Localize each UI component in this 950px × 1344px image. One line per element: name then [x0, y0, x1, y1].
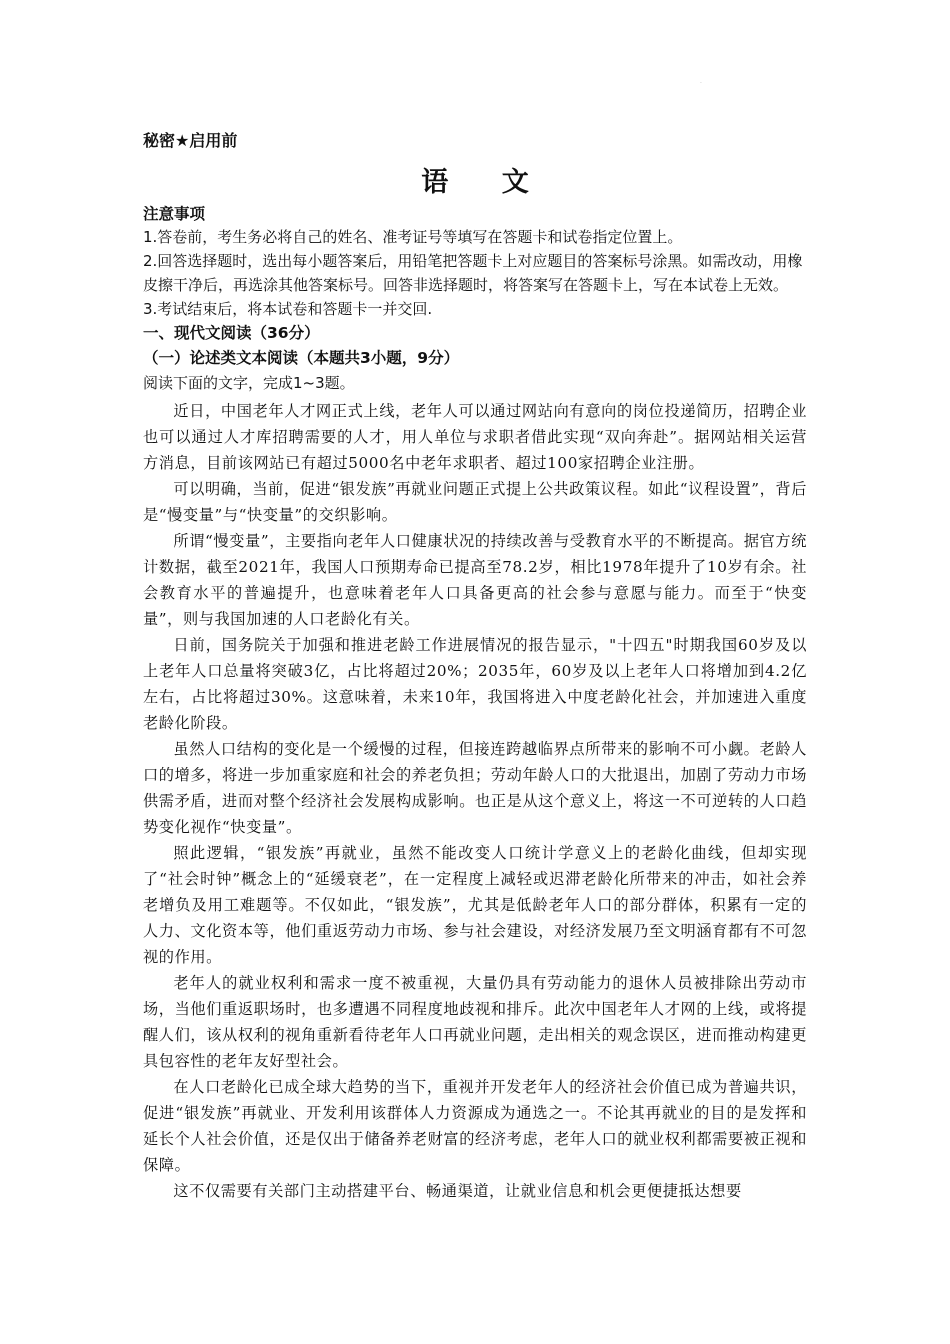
reading-instruction: 阅读下面的文字，完成1~3题。 [143, 374, 355, 392]
exam-content [143, 203, 807, 1204]
passage-paragraph-3: 所谓“慢变量”，主要指向老年人口健康状况的持续改善与受教育水平的不断提高。据官方统计数据，截至2021年，我国人口预期寿命已提高至78.2岁，相比1978年提升了10岁有余。社会教育水平的普遍提升，也意味着老年人口具备更高的社会参与意愿与能力。而至于“快变量”，则与我国加速的人口老龄化有关。 [143, 532, 807, 628]
notice-heading: 注意事项 [143, 205, 206, 223]
passage-paragraph-4: 日前，国务院关于加强和推进老龄工作进展情况的报告显示，"十四五"时期我国60岁及以上老年人口总量将突破3亿，占比将超过20%；2035年，60岁及以上老年人口将增加到4.2亿左右，占比将超过30%。这意味着，未来10年，我国将进入中度老龄化社会，并加速进入重度老龄化阶段。 [143, 636, 807, 732]
passage-paragraph-8: 在人口老龄化已成全球大趋势的当下，重视并开发老年人的经济社会价值已成为普遍共识，促进“银发族”再就业、开发利用该群体人力资源成为通选之一。不论其再就业的目的是发挥和延长个人社会价值，还是仅出于储备养老财富的经济考虑，老年人口的就业权利都需要被正视和保障。 [143, 1078, 807, 1174]
notice-item-1: 1.答卷前，考生务必将自己的姓名、准考证号等填写在答题卡和试卷指定位置上。 [143, 228, 683, 246]
passage-paragraph-5: 虽然人口结构的变化是一个缓慢的过程，但接连跨越临界点所带来的影响不可小觑。老龄人口的增多，将进一步加重家庭和社会的养老负担；劳动年龄人口的大批退出，加剧了劳动力市场供需矛盾，进而对整个经济社会发展构成影响。也正是从这个意义上，将这一不可逆转的人口趋势变化视作“快变量”。 [143, 740, 807, 836]
passage-paragraph-6: 照此逻辑，“银发族”再就业，虽然不能改变人口统计学意义上的老龄化曲线，但却实现了“社会时钟”概念上的“延缓衰老”，在一定程度上减轻或迟滞老龄化所带来的冲击，如社会养老增负及用工难题等。不仅如此，“银发族”，尤其是低龄老年人口的部分群体，积累有一定的人力、文化资本等，他们重返劳动力市场、参与社会建设，对经济发展乃至文明涵育都有不可忽视的作用。 [143, 844, 807, 966]
passage-paragraph-1: 近日，中国老年人才网正式上线，老年人可以通过网站向有意向的岗位投递简历，招聘企业也可以通过人才库招聘需要的人才，用人单位与求职者借此实现“双向奔赴”。据网站相关运营方消息，目前该网站已有超过5000名中老年求职者、超过100家招聘企业注册。 [143, 402, 807, 472]
section-heading: 一、现代文阅读（36分） [143, 324, 320, 342]
passage-paragraph-9: 这不仅需要有关部门主动搭建平台、畅通渠道，让就业信息和机会更便捷抵达想要 [173, 1182, 742, 1200]
notice-item-3: 3.考试结束后，将本试卷和答题卡一并交回. [143, 300, 433, 318]
secret-label: 秘密★启用前 [143, 131, 238, 150]
page-title: 语 文 [421, 167, 551, 198]
notice-item-2: 2.回答选择题时，选出每小题答案后，用铅笔把答题卡上对应题目的答案标号涂黑。如需改动，用橡皮擦干净后，再选涂其他答案标号。回答非选择题时，将答案写在答题卡上，写在本试卷上无效。 [143, 252, 803, 294]
section-subheading: （一）论述类文本阅读（本题共3小题，9分） [143, 349, 460, 367]
passage-paragraph-7: 老年人的就业权利和需求一度不被重视，大量仍具有劳动能力的退休人员被排除出劳动市场，当他们重返职场时，也多遭遇不同程度地歧视和排斥。此次中国老年人才网的上线，或将提醒人们，该从权利的视角重新看待老年人口再就业问题，走出相关的观念误区，进而推动构建更具包容性的老年友好型社会。 [143, 974, 807, 1070]
passage-paragraph-2: 可以明确，当前，促进“银发族”再就业问题正式提上公共政策议程。如此“议程设置”，背后是“慢变量”与“快变量”的交织影响。 [143, 480, 807, 524]
corner-mark: . [700, 78, 702, 85]
